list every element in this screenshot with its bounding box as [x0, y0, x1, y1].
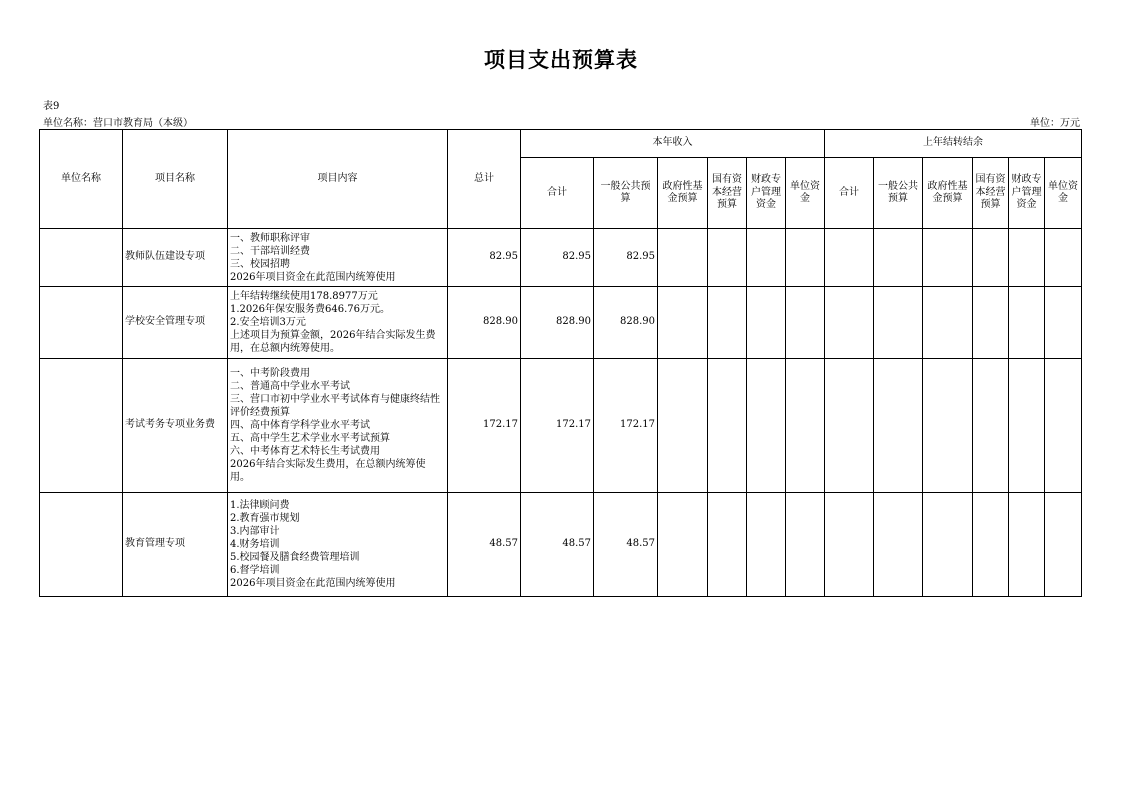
header-total: 总计 [448, 130, 521, 229]
cell-empty [747, 229, 786, 287]
content-line: 2026年项目资金在此范围内统筹使用 [230, 578, 396, 589]
cell-empty [973, 229, 1009, 287]
content-line: 2.安全培训3万元 [230, 317, 306, 328]
cell-empty [1009, 229, 1045, 287]
header-prior-unit-fund: 单位资金 [1045, 158, 1082, 229]
cell-current-subtotal: 48.57 [521, 493, 594, 597]
header-project-name: 项目名称 [123, 130, 228, 229]
cell-current-subtotal: 82.95 [521, 229, 594, 287]
cell-project-name: 教育管理专项 [123, 493, 228, 597]
content-line: 二、干部培训经费 [230, 245, 310, 257]
unit-name-label: 单位名称：营口市教育局（本级） [43, 118, 193, 129]
header-prior-subtotal: 合计 [825, 158, 874, 229]
cell-total: 82.95 [448, 229, 521, 287]
content-line: 2026年项目资金在此范围内统筹使用 [230, 271, 396, 283]
cell-empty [658, 493, 708, 597]
cell-project-name: 教师队伍建设专项 [123, 229, 228, 287]
cell-empty [747, 359, 786, 493]
currency-unit-label: 单位：万元 [1030, 118, 1080, 129]
cell-empty [825, 493, 874, 597]
cell-empty [747, 493, 786, 597]
cell-empty [874, 287, 923, 359]
header-current-year-income: 本年收入 [521, 130, 825, 158]
content-line: 一、中考阶段费用 [230, 368, 310, 379]
content-line: 2.教育强市规划 [230, 513, 300, 524]
table-row [40, 229, 1082, 287]
cell-total: 48.57 [448, 493, 521, 597]
header-current-general-public: 一般公共预算 [594, 158, 658, 229]
cell-current-subtotal: 828.90 [521, 287, 594, 359]
content-line: 五、高中学生艺术学业水平考试预算 [230, 433, 390, 444]
cell-empty [825, 287, 874, 359]
header-prior-year-carryover: 上年结转结余 [825, 130, 1082, 158]
header-prior-state-capital: 国有资本经营预算 [973, 158, 1009, 229]
cell-empty [708, 229, 747, 287]
page-title: 项目支出预算表 [484, 48, 638, 72]
cell-project-name: 考试考务专项业务费 [123, 359, 228, 493]
cell-current-subtotal: 172.17 [521, 359, 594, 493]
cell-empty [874, 359, 923, 493]
cell-total: 172.17 [448, 359, 521, 493]
cell-current-general-public: 82.95 [594, 229, 658, 287]
header-current-state-capital: 国有资本经营预算 [708, 158, 747, 229]
header-prior-general-public: 一般公共预算 [874, 158, 923, 229]
content-line: 上述项目为预算金额，2026年结合实际发生费用，在总额内统筹使用。 [230, 330, 436, 354]
cell-empty [658, 359, 708, 493]
content-line: 四、高中体育学科学业水平考试 [230, 420, 370, 431]
cell-empty [786, 359, 825, 493]
cell-empty [1045, 287, 1082, 359]
header-current-subtotal: 合计 [521, 158, 594, 229]
header-prior-fiscal-special: 财政专户管理资金 [1009, 158, 1045, 229]
content-line: 3.内部审计 [230, 526, 280, 537]
cell-empty [1009, 287, 1045, 359]
table-row [40, 359, 1082, 493]
cell-empty [658, 287, 708, 359]
cell-project-content [228, 493, 448, 597]
content-line: 三、营口市初中学业水平考试体育与健康终结性评价经费预算 [230, 394, 440, 418]
cell-empty [786, 287, 825, 359]
content-line: 2026年结合实际发生费用，在总额内统筹使用。 [230, 459, 426, 483]
cell-empty [973, 493, 1009, 597]
table-row [40, 493, 1082, 597]
cell-project-content [228, 229, 448, 287]
cell-empty [874, 229, 923, 287]
cell-total: 828.90 [448, 287, 521, 359]
cell-empty [973, 359, 1009, 493]
header-current-fiscal-special: 财政专户管理资金 [747, 158, 786, 229]
cell-project-name: 学校安全管理专项 [123, 287, 228, 359]
content-line: 一、教师职称评审 [230, 232, 310, 244]
cell-empty [708, 493, 747, 597]
content-line: 三、校园招聘 [230, 258, 290, 270]
cell-empty [747, 287, 786, 359]
cell-empty [923, 287, 973, 359]
content-line: 1.法律顾问费 [230, 500, 290, 511]
cell-empty [1009, 359, 1045, 493]
cell-empty [1045, 493, 1082, 597]
cell-empty [1045, 359, 1082, 493]
cell-unit [40, 493, 123, 597]
cell-project-content [228, 287, 448, 359]
cell-unit [40, 229, 123, 287]
header-current-unit-fund: 单位资金 [786, 158, 825, 229]
cell-empty [1009, 493, 1045, 597]
header-unit-name: 单位名称 [40, 130, 123, 229]
content-line: 4.财务培训 [230, 539, 280, 550]
cell-empty [973, 287, 1009, 359]
cell-unit [40, 359, 123, 493]
budget-table [39, 129, 1082, 597]
cell-empty [825, 359, 874, 493]
table-number: 表9 [43, 101, 60, 112]
cell-project-content [228, 359, 448, 493]
cell-empty [923, 359, 973, 493]
table-row [40, 287, 1082, 359]
cell-empty [786, 493, 825, 597]
cell-unit [40, 287, 123, 359]
cell-empty [708, 287, 747, 359]
content-line: 六、中考体育艺术特长生考试费用 [230, 446, 380, 457]
cell-empty [708, 359, 747, 493]
cell-empty [874, 493, 923, 597]
content-line: 二、普通高中学业水平考试 [230, 381, 350, 392]
header-current-gov-fund: 政府性基金预算 [658, 158, 708, 229]
header-project-content: 项目内容 [228, 130, 448, 229]
cell-empty [923, 493, 973, 597]
cell-current-general-public: 172.17 [594, 359, 658, 493]
content-line: 5.校园餐及膳食经费管理培训 [230, 552, 360, 563]
header-prior-gov-fund: 政府性基金预算 [923, 158, 973, 229]
content-line: 上年结转继续使用178.8977万元 [230, 291, 378, 302]
cell-current-general-public: 828.90 [594, 287, 658, 359]
cell-empty [923, 229, 973, 287]
content-line: 1.2026年保安服务费646.76万元。 [230, 304, 390, 315]
cell-empty [1045, 229, 1082, 287]
content-line: 6.督学培训 [230, 565, 280, 576]
cell-empty [786, 229, 825, 287]
cell-empty [658, 229, 708, 287]
cell-empty [825, 229, 874, 287]
cell-current-general-public: 48.57 [594, 493, 658, 597]
